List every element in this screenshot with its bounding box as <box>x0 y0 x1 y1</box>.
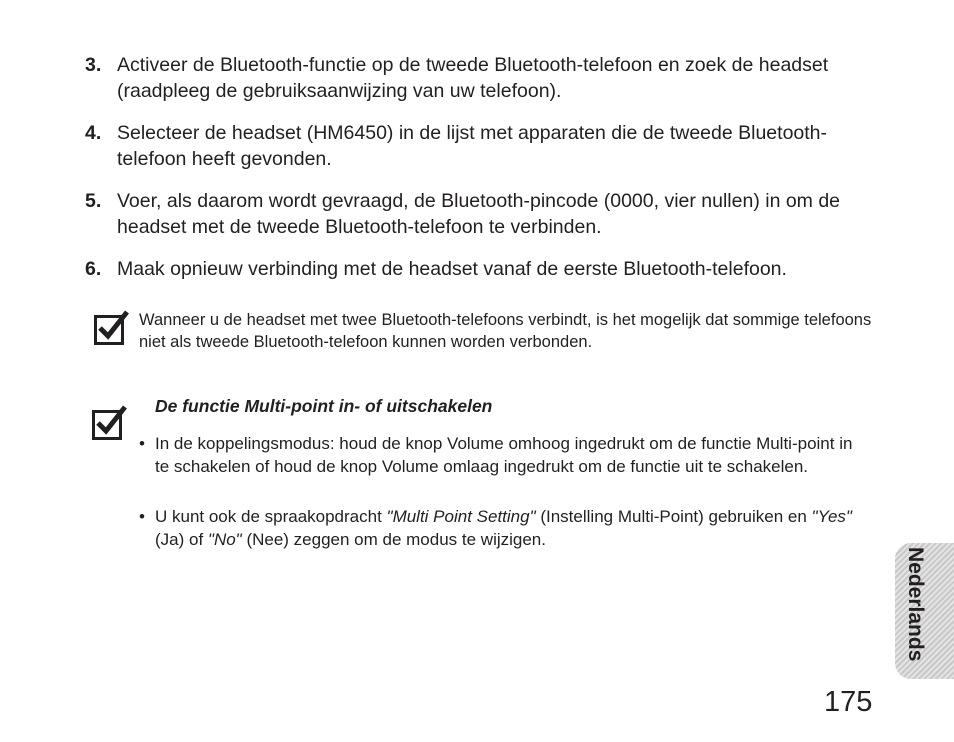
checkbox-note-icon <box>94 315 124 345</box>
text-run: (Nee) zeggen om de modus te wijzigen. <box>241 530 546 549</box>
note-text: Wanneer u de headset met twee Bluetooth-telefoons verbindt, is het mogelijk dat sommige telefoons niet als tweede Bluetooth-telefoon kunnen worden verbonden. <box>139 311 872 351</box>
checkbox-note-icon <box>92 410 122 440</box>
language-side-tab <box>895 543 954 679</box>
step-5 <box>85 188 885 240</box>
command-phrase: "No" <box>207 530 242 549</box>
page-number: 175 <box>824 686 873 718</box>
language-label: Nederlands <box>904 547 927 662</box>
step-number: 5. <box>85 190 102 212</box>
text-run: U kunt ook de spraakopdracht <box>155 507 387 526</box>
bullet-item <box>139 432 859 478</box>
text-run: (Ja) of <box>155 530 208 549</box>
step-4 <box>85 120 885 172</box>
step-3 <box>85 52 885 104</box>
bullet-marker: • <box>139 507 145 526</box>
step-text: Maak opnieuw verbinding met de headset vanaf de eerste Bluetooth-telefoon. <box>117 258 787 280</box>
section-heading: De functie Multi-point in- of uitschakelen <box>155 396 493 416</box>
step-number: 4. <box>85 122 102 144</box>
command-phrase: "Yes" <box>811 507 852 526</box>
step-text: Selecteer de headset (HM6450) in de lijst met apparaten die de tweede Bluetooth-telefoon heeft gevonden. <box>117 122 828 170</box>
bullet-text <box>155 505 859 551</box>
bullet-item <box>139 505 859 551</box>
step-number: 3. <box>85 54 102 76</box>
text-run: (Instelling Multi-Point) gebruiken en <box>535 507 812 526</box>
bullet-text: In de koppelingsmodus: houd de knop Volume omhoog ingedrukt om de functie Multi-point in te schakelen of houd de knop Volume omlaag ingedrukt om de functie uit te schakelen. <box>155 434 853 476</box>
step-text: Voer, als daarom wordt gevraagd, de Bluetooth-pincode (0000, vier nullen) in om de headset met de tweede Bluetooth-telefoon te verbinden. <box>117 190 841 238</box>
command-phrase: "Multi Point Setting" <box>386 507 536 526</box>
step-6 <box>85 256 885 282</box>
bullet-marker: • <box>139 434 145 453</box>
step-text: Activeer de Bluetooth-functie op de tweede Bluetooth-telefoon en zoek de headset (raadpleeg de gebruiksaanwijzing van uw telefoon). <box>117 54 829 102</box>
step-number: 6. <box>85 258 102 280</box>
